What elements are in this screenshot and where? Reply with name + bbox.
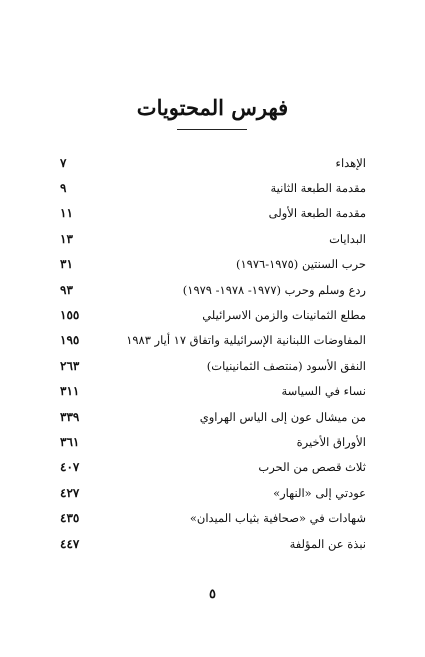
toc-entry [60, 455, 366, 480]
toc-entry-title: مطلع الثمانينات والزمن الاسرائيلي [202, 308, 366, 323]
toc-entry-title: ثلاث قصص من الحرب [258, 460, 366, 475]
toc-entry [60, 505, 366, 530]
toc-entry-title: النفق الأسود (منتصف الثمانينيات) [206, 358, 366, 373]
toc-entry-page: ١٥٥ [60, 308, 80, 323]
toc-entry-page: ١٩٥ [60, 333, 80, 348]
toc-entry [60, 480, 366, 505]
toc-entry [60, 429, 366, 454]
toc-entry-page: ١٣ [60, 231, 73, 246]
toc-entry-page: ٢٦٣ [60, 358, 80, 373]
toc-entry [60, 328, 366, 353]
toc-entry-page: ٤٠٧ [60, 460, 80, 475]
toc-entry-title: حرب السنتين (١٩٧٥-١٩٧٦) [235, 257, 366, 272]
toc-entry-title: المفاوضات اللبنانية الإسرائيلية واتفاق ١٧ أيار ١٩٨٣ [126, 333, 366, 348]
table-of-contents [60, 150, 366, 556]
toc-entry-page: ١١ [60, 206, 73, 221]
toc-entry [60, 379, 366, 404]
toc-entry-title: الإهداء [335, 155, 366, 170]
toc-entry-title: شهادات في «صحافية بثياب الميدان» [189, 511, 366, 526]
toc-entry [60, 531, 366, 556]
toc-entry-page: ٩ [60, 181, 67, 196]
page-title: فهرس المحتويات [136, 95, 289, 120]
toc-entry [60, 404, 366, 429]
toc-entry-title: نبذة عن المؤلفة [289, 536, 366, 551]
toc-entry-page: ٣١١ [60, 384, 80, 399]
toc-entry-title: عودتي إلى «النهار» [273, 485, 366, 500]
toc-entry-title: الأوراق الأخيرة [296, 434, 366, 449]
toc-entry-page: ٤٤٧ [60, 536, 80, 551]
toc-entry [60, 302, 366, 327]
toc-entry [60, 175, 366, 200]
toc-entry-page: ٣١ [60, 257, 73, 272]
toc-entry-page: ٤٢٧ [60, 485, 80, 500]
toc-entry [60, 226, 366, 251]
toc-entry [60, 353, 366, 378]
toc-entry [60, 201, 366, 226]
title-underline [177, 129, 247, 130]
toc-entry [60, 252, 366, 277]
toc-entry-title: مقدمة الطبعة الثانية [270, 181, 366, 196]
toc-entry-title: البدايات [329, 231, 366, 246]
page-number: ٥ [209, 587, 216, 602]
toc-entry-page: ٣٣٩ [60, 409, 80, 424]
toc-entry [60, 277, 366, 302]
toc-entry-page: ٤٣٥ [60, 511, 80, 526]
toc-entry-title: من ميشال عون إلى الياس الهراوي [199, 409, 366, 424]
toc-entry-page: ٣٦١ [60, 434, 80, 449]
toc-entry-title: مقدمة الطبعة الأولى [268, 206, 366, 221]
toc-entry-page: ٩٣ [60, 282, 73, 297]
toc-entry [60, 150, 366, 175]
toc-entry-title: نساء في السياسة [281, 384, 366, 399]
toc-entry-title: ردع وسلم وحرب (١٩٧٧- ١٩٧٨- ١٩٧٩) [182, 282, 366, 297]
toc-entry-page: ٧ [60, 155, 67, 170]
